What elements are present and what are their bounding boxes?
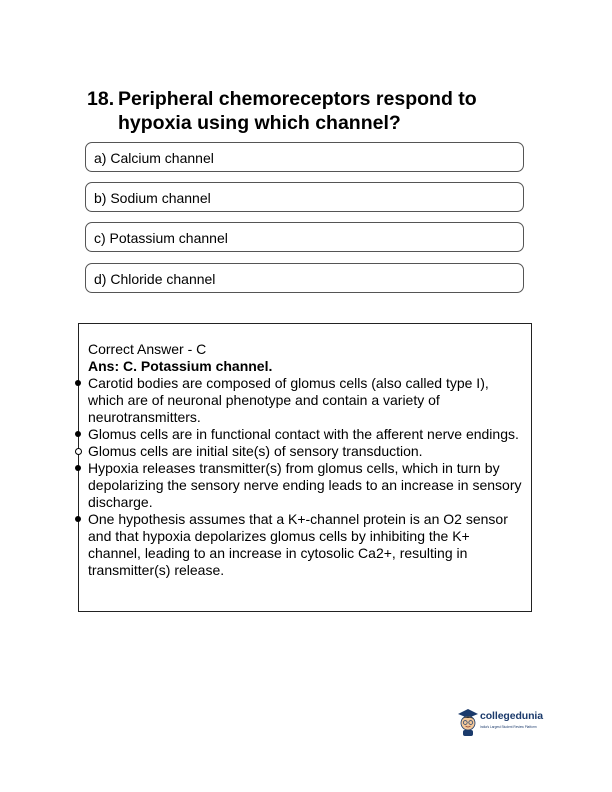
mascot-icon	[456, 707, 480, 737]
explanation-point: Hypoxia releases transmitter(s) from glomus cells, which in turn by depolarizing the sensory nerve ending leads to an increase in sensory discharge.	[88, 460, 524, 511]
question-number: 18.	[87, 88, 115, 110]
correct-answer-line: Correct Answer - C	[88, 341, 207, 357]
option-b[interactable]: b) Sodium channel	[85, 182, 524, 212]
option-c[interactable]: c) Potassium channel	[85, 222, 524, 252]
bullet-dot-icon	[75, 516, 81, 522]
bullet-circle-icon	[75, 448, 82, 455]
bullet-dot-icon	[75, 380, 81, 386]
explanation-point: Glomus cells are initial site(s) of sensory transduction.	[88, 443, 524, 460]
logo-wordmark: collegedunia	[480, 710, 543, 722]
bullet-dot-icon	[75, 465, 81, 471]
explanation-point: Glomus cells are in functional contact with the afferent nerve endings.	[88, 426, 524, 443]
option-a[interactable]: a) Calcium channel	[85, 142, 524, 172]
bullet-dot-icon	[75, 431, 81, 437]
explanation-list	[88, 375, 524, 579]
logo-tagline: India's Largest Student Review Platform	[480, 725, 537, 729]
question-heading	[87, 87, 527, 135]
answer-box	[78, 323, 532, 612]
collegedunia-logo	[456, 706, 556, 738]
question-text: Peripheral chemoreceptors respond to hypoxia using which channel?	[118, 88, 477, 134]
explanation-point: One hypothesis assumes that a K+-channel protein is an O2 sensor and that hypoxia depolarizes glomus cells by inhibiting the K+ channel, leading to an increase in cytosolic Ca2+, resulting in transmitter(s) release.	[88, 511, 524, 579]
explanation-point: Carotid bodies are composed of glomus cells (also called type I), which are of neuronal phenotype and contain a variety of neurotransmitters.	[88, 375, 524, 426]
option-d[interactable]: d) Chloride channel	[85, 263, 524, 293]
answer-title: Ans: C. Potassium channel.	[88, 358, 273, 374]
